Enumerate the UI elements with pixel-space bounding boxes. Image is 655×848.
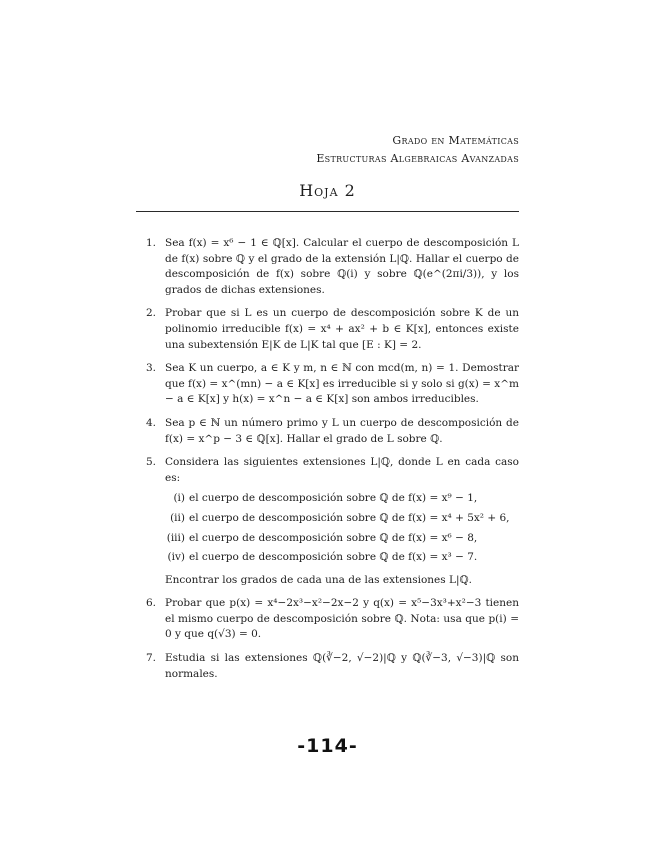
subproblem-list	[165, 491, 519, 565]
subproblem-text: el cuerpo de descomposición sobre ℚ de f(x) = x⁴ + 5x² + 6,	[189, 511, 510, 524]
handwritten-page-number: -114-	[297, 735, 358, 757]
subproblem-number: (iii)	[166, 531, 185, 544]
subproblem-item	[165, 511, 519, 527]
problem-text: Sea f(x) = x⁶ − 1 ∈ ℚ[x]. Calcular el cuerpo de descomposición L de f(x) sobre ℚ y el grado de la extensión L|ℚ. Hallar el cuerpo de descomposición de f(x) sobre ℚ(i) y sobre ℚ(e^(2πi/3)), y los grados de dichas extensiones.	[165, 237, 519, 296]
problem-number: 6.	[146, 597, 157, 610]
problem-number: 3.	[146, 362, 157, 375]
problem-text: Sea K un cuerpo, a ∈ K y m, n ∈ ℕ con mcd(m, n) = 1. Demostrar que f(x) = x^(mn) − a ∈ K[x] es irreducible si y solo si g(x) = x^m − a ∈ K[x] y h(x) = x^n − a ∈ K[x] son ambos irreducibles.	[165, 362, 519, 406]
subproblem-item	[165, 550, 519, 566]
sheet-title: Hoja 2	[299, 181, 356, 200]
problem-text: Probar que p(x) = x⁴−2x³−x²−2x−2 y q(x) = x⁵−3x³+x²−3 tienen el mismo cuerpo de descomposición sobre ℚ. Nota: usa que p(i) = 0 y que q(√3) = 0.	[165, 597, 519, 641]
subproblem-text: el cuerpo de descomposición sobre ℚ de f(x) = x⁶ − 8,	[189, 531, 478, 544]
problem-text: Sea p ∈ ℕ un número primo y L un cuerpo de descomposición de f(x) = x^p − 3 ∈ ℚ[x]. Hallar el grado de L sobre ℚ.	[165, 416, 519, 445]
problem-list	[146, 236, 519, 690]
problem-number: 1.	[146, 237, 157, 249]
problem-5	[146, 455, 519, 588]
subproblem-text: el cuerpo de descomposición sobre ℚ de f(x) = x⁹ − 1,	[189, 492, 478, 505]
problem-5-followup: Encontrar los grados de cada una de las extensiones L|ℚ.	[165, 573, 472, 586]
degree-header: Grado en Matemáticas	[392, 134, 519, 147]
problem-text: Estudia si las extensiones ℚ(∛−2, √−2)|ℚ y ℚ(∛−3, √−3)|ℚ son normales.	[165, 652, 519, 680]
problem-number: 7.	[146, 652, 157, 665]
problem-text: Considera las siguientes extensiones L|ℚ, donde L en cada caso es:	[165, 456, 519, 484]
problem-6	[146, 596, 519, 643]
subproblem-item	[165, 491, 519, 507]
subproblem-number: (i)	[173, 492, 185, 505]
problem-number: 4.	[146, 416, 157, 429]
problem-4	[146, 416, 519, 447]
problem-7	[146, 651, 519, 682]
subproblem-number: (iv)	[167, 551, 185, 564]
course-header: Estructuras Algebraicas Avanzadas	[316, 152, 519, 165]
problem-3	[146, 361, 519, 408]
problem-1	[146, 236, 519, 298]
subproblem-number: (ii)	[170, 511, 185, 524]
problem-number: 2.	[146, 307, 157, 320]
subproblem-text: el cuerpo de descomposición sobre ℚ de f(x) = x³ − 7.	[189, 551, 478, 564]
problem-number: 5.	[146, 456, 157, 469]
subproblem-item	[165, 531, 519, 547]
title-divider	[136, 211, 519, 212]
problem-text: Probar que si L es un cuerpo de descomposición sobre K de un polinomio irreducible f(x) = x⁴ + ax² + b ∈ K[x], entonces existe una subextensión E|K de L|K tal que [E : K] = 2.	[165, 307, 519, 351]
problem-2	[146, 306, 519, 353]
